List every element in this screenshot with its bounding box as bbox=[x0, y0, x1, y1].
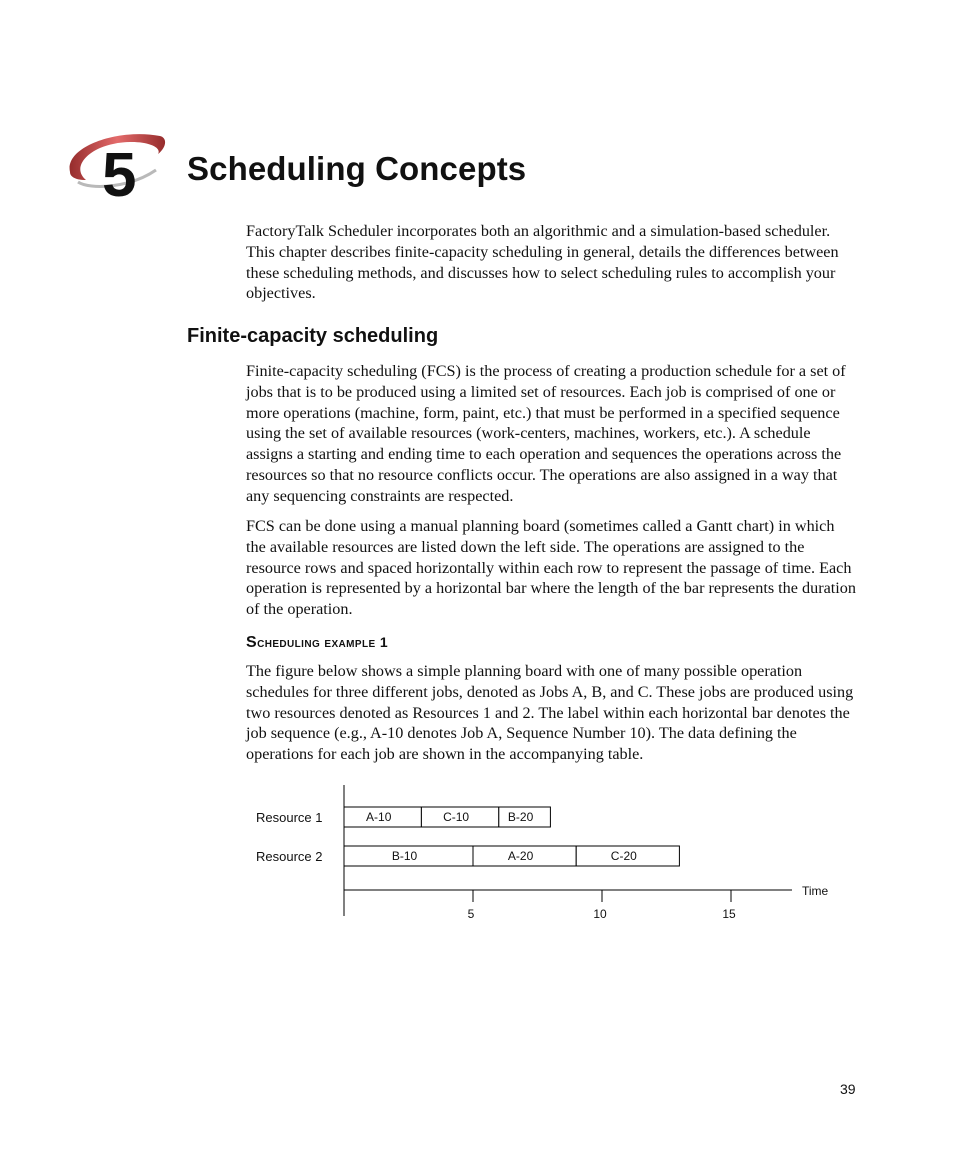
x-tick-label: 5 bbox=[467, 907, 475, 921]
x-tick-label: 15 bbox=[722, 907, 736, 921]
body-paragraph-2: FCS can be done using a manual planning board (sometimes called a Gantt chart) in which the available resources are listed down the left side. The operations are assigned to the resource rows and spaced horizontally within each row to represent the passage of time. Each operation is represented by a horizontal bar where the length of the bar represents the duration of the operation. bbox=[246, 517, 856, 619]
subsection-heading bbox=[246, 634, 388, 652]
x-tick-label: 10 bbox=[593, 907, 607, 921]
body-paragraph-3: The figure below shows a simple planning board with one of many possible operation schedules for three different jobs, denoted as Jobs A, B, and C. These jobs are produced using two resources denoted as Resources 1 and 2. The label within each horizontal bar denotes the job sequence (e.g., A-10 denotes Job A, Sequence Number 10). The data defining the operations for each job are shown in the accompanying table. bbox=[246, 662, 854, 764]
x-axis-label: Time bbox=[802, 884, 829, 898]
resource-label: Resource 2 bbox=[256, 849, 323, 864]
chapter-title: Scheduling Concepts bbox=[187, 150, 527, 187]
task-label: C-20 bbox=[610, 849, 637, 863]
subsection-heading-rest: cheduling example 1 bbox=[257, 634, 389, 650]
task-label: A-20 bbox=[507, 849, 534, 863]
task-label: B-20 bbox=[507, 810, 534, 824]
subsection-heading-initial: S bbox=[246, 634, 258, 651]
intro-paragraph: FactoryTalk Scheduler incorporates both an algorithmic and a simulation-based scheduler. This chapter describes finite-capacity scheduling in general, details the differences between these scheduling methods, and discusses how to select scheduling rules to accomplish your objectives. bbox=[246, 222, 839, 303]
task-label: C-10 bbox=[443, 810, 470, 824]
task-label: B-10 bbox=[391, 849, 418, 863]
section-heading: Finite-capacity scheduling bbox=[187, 325, 439, 347]
chapter-number: 5 bbox=[102, 141, 137, 206]
chapter-number-badge bbox=[60, 126, 170, 206]
resource-label: Resource 1 bbox=[256, 810, 323, 825]
gantt-chart bbox=[240, 780, 840, 925]
body-paragraph-1: Finite-capacity scheduling (FCS) is the process of creating a production schedule for a set of jobs that is to be produced using a limited set of resources. Each job is comprised of one or more operations (machine, form, paint, etc.) that must be performed in a specified sequence using the set of available resources (work-centers, machines, workers, etc.). A schedule assigns a starting and ending time to each operation and sequences the operations across the resources so that no resource conflicts occur. The operations are also assigned in a way that any sequencing constraints are respected. bbox=[246, 362, 846, 505]
page-number: 39 bbox=[840, 1081, 856, 1097]
task-label: A-10 bbox=[366, 810, 392, 824]
